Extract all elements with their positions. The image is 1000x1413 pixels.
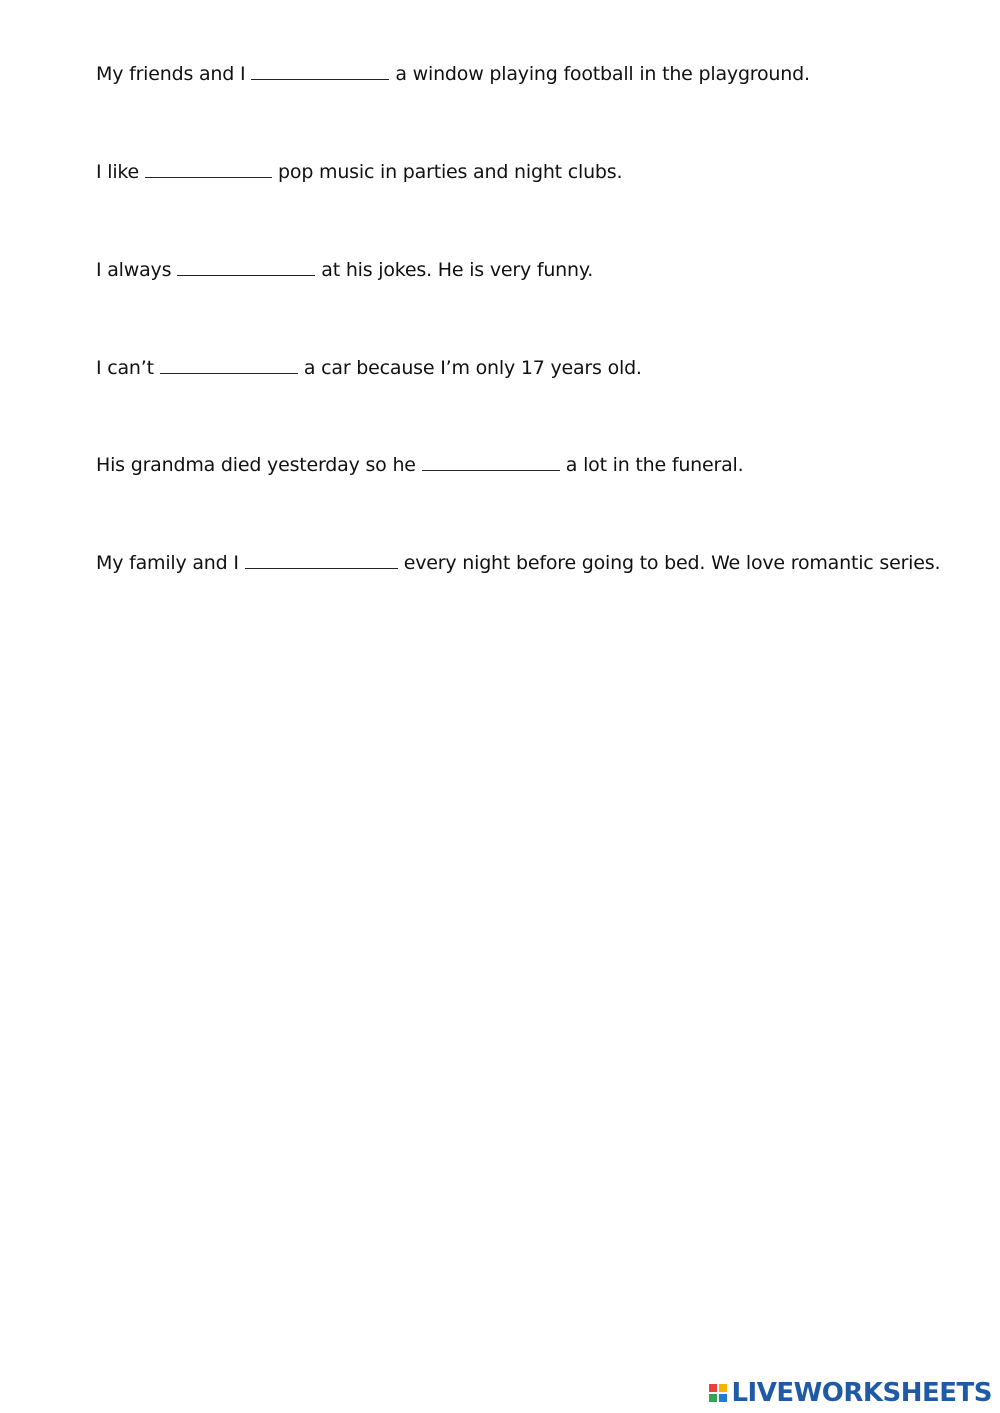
sentence-4-before: I can’t	[96, 357, 154, 379]
brand-name: LIVEWORKSHEETS	[731, 1378, 992, 1408]
sentence-2-before: I like	[96, 161, 140, 183]
answer-blank-2[interactable]	[145, 161, 272, 178]
sentence-5-after: a lot in the funeral.	[565, 454, 744, 476]
sentence-3	[96, 258, 593, 282]
sentence-2	[96, 160, 622, 184]
logo-tile	[709, 1394, 717, 1402]
sentence-3-after: at his jokes. He is very funny.	[321, 259, 594, 281]
answer-blank-4[interactable]	[160, 357, 298, 374]
sentence-5	[96, 453, 743, 477]
liveworksheets-brand[interactable]	[709, 1379, 992, 1407]
sentence-6-after: every night before going to bed. We love romantic series.	[403, 552, 941, 574]
sentence-3-before: I always	[96, 259, 172, 281]
logo-tile	[709, 1384, 717, 1392]
sentence-6-before: My family and I	[96, 552, 239, 574]
sentence-4	[96, 356, 642, 380]
sentence-4-after: a car because I’m only 17 years old.	[303, 357, 642, 379]
answer-blank-3[interactable]	[177, 259, 315, 276]
logo-tile	[719, 1384, 727, 1392]
sentence-2-after: pop music in parties and night clubs.	[278, 161, 623, 183]
sentence-1-after: a window playing football in the playground.	[395, 63, 810, 85]
answer-blank-1[interactable]	[251, 63, 389, 80]
sentence-1-before: My friends and I	[96, 63, 246, 85]
sentence-5-before: His grandma died yesterday so he	[96, 454, 416, 476]
sentence-1	[96, 62, 810, 86]
liveworksheets-logo-icon	[709, 1384, 727, 1402]
answer-blank-5[interactable]	[422, 454, 560, 471]
answer-blank-6[interactable]	[245, 552, 398, 569]
logo-tile	[719, 1394, 727, 1402]
sentence-6	[96, 551, 940, 575]
